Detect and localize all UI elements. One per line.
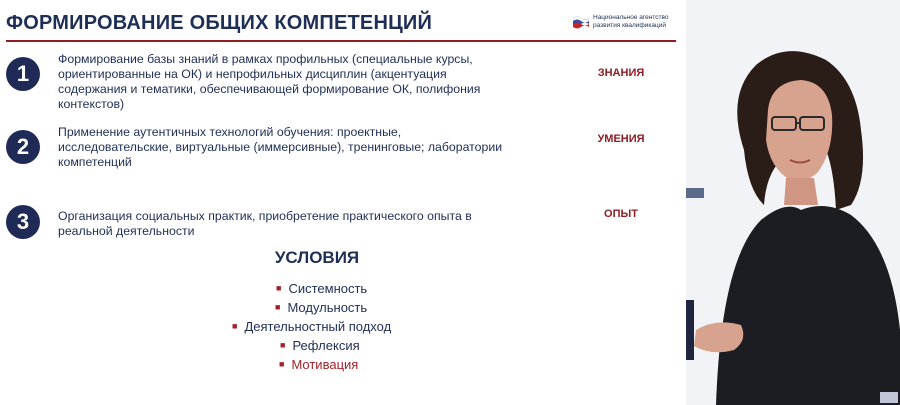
bullet-icon: ■ bbox=[279, 359, 285, 369]
condition-label: Деятельностный подход bbox=[244, 319, 392, 334]
condition-label: Рефлексия bbox=[292, 338, 360, 353]
item-tag: УМЕНИЯ bbox=[597, 133, 645, 145]
slide-title: ФОРМИРОВАНИЕ ОБЩИХ КОМПЕТЕНЦИЙ bbox=[6, 12, 433, 34]
bullet-icon: ■ bbox=[232, 321, 238, 331]
flag-logo-icon bbox=[572, 15, 590, 29]
item-text-line: реальной деятельности bbox=[58, 224, 195, 238]
speaker-figure-icon bbox=[686, 0, 900, 405]
item-text-line: компетенций bbox=[58, 155, 132, 169]
item-number-badge: 3 bbox=[6, 205, 40, 239]
item-text-line: Организация социальных практик, приобретение практического опыта в bbox=[58, 209, 472, 223]
condition-item bbox=[275, 300, 367, 315]
item-text-line: исследовательские, виртуальные (иммерсивные), тренинговые; лаборатории bbox=[58, 140, 503, 154]
bullet-icon: ■ bbox=[280, 340, 286, 350]
condition-item bbox=[232, 319, 391, 334]
title-divider bbox=[6, 40, 676, 42]
item-tag: ЗНАНИЯ bbox=[597, 67, 645, 79]
speaker-video bbox=[686, 0, 900, 405]
logo-line-1: Национальное агентство bbox=[593, 14, 669, 21]
agency-logo bbox=[572, 14, 668, 29]
condition-label: Модульность bbox=[287, 300, 368, 315]
condition-label: Системность bbox=[288, 281, 368, 296]
condition-item bbox=[280, 338, 360, 353]
item-text-line: содержания и тематики, обеспечивающей формирование ОК, полифония bbox=[58, 82, 481, 96]
item-text bbox=[58, 209, 472, 239]
bullet-icon: ■ bbox=[276, 283, 282, 293]
conditions-title: УСЛОВИЯ bbox=[274, 248, 360, 267]
logo-line-2: развития квалификаций bbox=[593, 21, 666, 29]
item-text-line: Применение аутентичных технологий обучения: проектные, bbox=[58, 125, 402, 139]
item-text bbox=[58, 52, 480, 112]
item-text-line: Формирование базы знаний в рамках профильных (специальные курсы, bbox=[58, 52, 473, 66]
item-text-line: ориентированные на ОК) и непрофильных дисциплин (акцентуация bbox=[58, 67, 447, 81]
item-text bbox=[58, 125, 502, 170]
condition-item bbox=[276, 281, 367, 296]
item-number-badge: 1 bbox=[6, 57, 40, 91]
condition-label: Мотивация bbox=[291, 357, 359, 372]
item-tag: ОПЫТ bbox=[604, 208, 638, 220]
item-number-badge: 2 bbox=[6, 130, 40, 164]
item-text-line: контекстов) bbox=[58, 97, 125, 111]
bullet-icon: ■ bbox=[275, 302, 281, 312]
condition-item bbox=[279, 357, 358, 372]
